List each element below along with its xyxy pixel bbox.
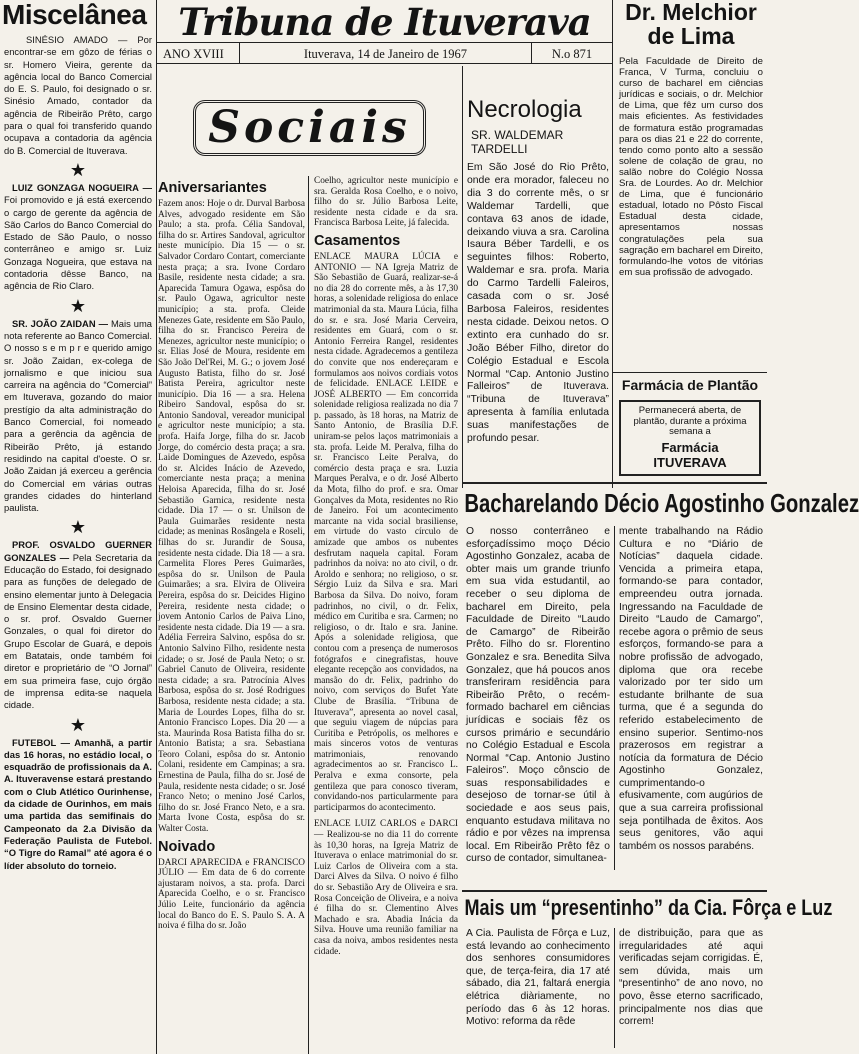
misc-item-3 bbox=[0, 318, 156, 515]
sociais-col-1 bbox=[150, 176, 310, 1054]
sociais-header bbox=[157, 66, 462, 172]
melchior-title-line2: de Lima bbox=[647, 23, 735, 49]
misc-item-5-text: Amanhã, a partir das 16 horas, no estádio local, o esquadrão de profissionais da A. A. Ituveravense estará prestando com o Club Atlético Ourinhense, da cidade de Ourinhos, em mais uma partida das semifinais do Campeonato da 2.a Divisão da Federação Paulista de Futebol. “O Tigre do Ramal” até agora é o líder absoluto do torneio. bbox=[4, 736, 153, 871]
misc-item-4-head: PROF. OSVALDO GUERNER GONZALES — bbox=[4, 539, 152, 563]
misc-item-2-text: Foi promovido e já está exercendo o cargo de gerente da agência de São Carlos do Banco Comercial do Estado de São Paulo, o nosso conterrâneo e amigo sr. Luiz Gonzaga Nogueira, que estava na contadoria dêsse Banco, na agência de Rio Claro. bbox=[4, 194, 152, 292]
aniversariantes-heading: Aniversariantes bbox=[158, 180, 267, 196]
misc-item-5 bbox=[0, 737, 156, 872]
melchior-text: Pela Faculdade de Direito de Franca, V Turma, concluiu o curso de bacharel em ciências jurídicas e sociais, o dr. Melchior de Lima, que fêz um curso dos mais eficientes. As festividades de formatura estão programadas para os dias 21 e 22 do corrente, tendo como ponto alto a sessão solene de colação de grau, no salão nobre do Colégio Nossa Sra. de Lourdes. Ao dr. Melchior de Lima, que é funcionário estadual, lotado no Pôsto Fiscal Estadual desta cidade, apresentamos nossas congratulações pela sua sagração em bacharel em Direito, formulando-lhe votos de vitórias em sua profissão de advogado. bbox=[619, 56, 763, 278]
misc-item-3-head: SR. JOÃO ZAIDAN — bbox=[12, 317, 108, 329]
aniversariantes-text: Fazem anos: Hoje o dr. Durval Barbosa Alves, advogado residente em São Paulo; a sta. profa. Célia Sandoval, filha do sr. Artires Sandoval, agricultor neste município. Dia 15 — o sr. Salvador Cordaro Contart, comerciante nesta praça; a sra. Ivone Cordaro Basile, residente nesta cidade; a sra. Aparecida Tamura Ogawa, espôsa do sr. Paulo Ogawa, agricultor neste município; a sta. profa. Cleide Menezes Gate, residente em São Paulo, filha do sr. Francisco Pereira de Menezes, agricultor neste município; o sr. Elias José de Moura, residente em São João Del'Rei, M. G.; o jovem José Augusto Batista, filho do sr. José Batista Pereira, agricultor neste município. Dia 16 — a sra. Helena Ribeiro Sandoval, espôsa do sr. Antonio Sandoval, vereador municipal e agricultor neste município; a sta. profa. Haifa Jorge, filha do sr. Jacob Jorge, do comércio desta praça; a sra. Laide Domingues de Azevedo, espôsa do sr. Alcides Inácio de Azevedo, comerciante nesta praça; a menina Heloisa Aparecida, filha do sr. José Sebastião Garnica, residente nesta cidade. Dia 17 — o sr. Unilson de Paula Guimarães residente nesta cidade; as meninas Rosângela e Roseli, filhas do sr. Jurandir de Sousa, residente nesta cidade. Dia 18 — a sra. Carmelita Flores Peres Guimarães, espôsa do sr. Unilson de Paula Guimarães; a sra. Elvira de Oliveira Pereira, espôsa do sr. Deicides Higino Pereira, residente nesta cidade; o jovem Antonio Carlos de Paiva Lino, residente nesta cidade. Dia 19 — a sra. Adélia Ferreira Salvino, espôsa do sr. Antonio Salvino Filho, residente nesta cidade; o sr. José de Paula Neto; o sr. Gabriel Canuto de Oliveira, residente nesta cidade; a sra. Patrocínia Alves Barbosa, espôsa do sr. José Rodrigues Barbosa, residente nesta cidade; a sta. Maria de Lourdes Lopes, filha do sr. Antonio Francisco Lopes. Dia 20 — a sta. Maurinda Rosa Batista filha do sr. Antonio Batista; a sra. Sebastiana Teoro Colani, espôsa do sr. Antonio Colani, residente em Campinas; a sra. Ernestina de Paula, filha do sr. José de Paula, residente nesta cidade; o sr. José Franco Neto; o menino José Carlos, filho do sr. José Franco Neto, e a sra. Marta Ivone Costa, espôsa do sr. Walter Costa. bbox=[158, 199, 305, 835]
necrologia-text: Em São José do Rio Prêto, onde era morador, faleceu no dia 3 do corrente mês, o sr Waldemar Tardelli, que contava 63 anos de idade, deixando viuva a sra. Carolina Isaura Béber Tardelli, e os seguintes filhos: Roberto, Waldemar e sra. profa. Maria do Carmo Tardelli Faleiros, casada com o sr. José Barbosa Faleiros, residentes nesta cidade. Deixou netos. O extinto era cunhado do sr. João Béber Filho, diretor do Colégio Estadual e Escola Normal “Cap. Antonio Justino Falleiros” de Ituverava. “Tribuna de Ituverava” apresenta à família enlutada suas manifestações de profundo pesar. bbox=[467, 162, 609, 445]
sociais-col-2 bbox=[309, 176, 462, 1054]
star-icon: ★ bbox=[69, 517, 87, 538]
necrologia-subtitle: SR. WALDEMAR TARDELLI bbox=[471, 128, 564, 156]
divider bbox=[462, 482, 767, 484]
forca-luz-text-col-1: A Cia. Paulista de Fôrça e Luz, está levando ao conhecimento dos senhores consumidores que, de terça-feira, dia 17 até sábado, dia 21, faltará energia elétrica diàriamente, no período das 6 às 12 horas. Motivo: reforma da rêde bbox=[466, 928, 610, 1028]
melchior-title bbox=[619, 0, 763, 48]
farmacia-box bbox=[619, 400, 761, 476]
star-icon: ★ bbox=[69, 159, 87, 180]
misc-item-1 bbox=[0, 34, 156, 157]
casamentos-text: ENLACE MAURA LÚCIA e ANTONIO — NA Igreja Matriz de São Sebastião de Guará, realizar-se-á no dia 28 do corrente mês, a às 17,30 horas, a solenidade religiosa do enlace matrimonial da sta. Maura Lúcia, filha do sr. e sra. José Maria Cerveira, residentes em Guará, com o sr. Antonio Ferreira Rangel, residentes nesta cidade. Agradecemos a gentileza do convite que nos endereçaram e formulamos aos noivos cordiais votos de felicidade. ENLACE LEIDE e JOSÉ ALBERTO — Em concorrida solenidade religiosa realizada no dia 7 p. passado, às 18 horas, na Matriz de Santo Antonio, de Brasília D.F. uniram-se pelos laços matrimoniais a sta. profa. Leide M. Peralva, filha do sr. Francisco Leite Peralva, do comércio desta praça e sra. Luzia Marques Peralva, e o dr. José Alberto da Mota, filho do prof. e sra. Omar Gonçalves da Mota, residentes no Rio de Janeiro. Foi um acontecimento marcante na vida social brasiliense, em virtude do vasto círculo de amizade que ambos os nubentes desfrutam naquela capital. Foram padrinhos da noiva: no ato civil, o dr. Aroldo e senhora; no religioso, o sr. Sérgio Luiz da Silva e sra. Mari Barbosa da Silva. Do noivo, foram padrinhos, no civil, o dr. Felix, médico em Curitiba e sra. Carmen; no religioso, o dr. Italo e sra. Janine. Após a solenidade religiosa, que contou com a presença de numerosos fotógrafos e cinegrafistas, houve elegante recepção aos convidados, na mansão do dr. Felix, padrinho do noivo, com serviços do Bufet Yate Clube de Brasília. “Tribuna de Ituverava”, apresenta ao novel casal, que seguiu viagem de núpcias para Curitiba e Petrópolis, os melhores e mais sinceros votos de venturas matrimoniais, renovando agradecimentos ao sr. Francisco L. Peralva e exma consorte, pela gentileza que para conosco tiveram, convidando-nos particularmente para participarmos do acontecimento. bbox=[314, 251, 458, 813]
decio-section bbox=[462, 486, 859, 886]
misc-item-3-text: Mais uma nota referente ao Banco Comercial. O nosso s e m p r e querido amigo sr. João Zaidan, ex-colega de jornalismo e que iniciou sua carreira na agência do “Comercial” em Ituverava, gozando do maior prestígio da alta administração do Banco Comercial, foi nomeado para a gerência da agência de Ribeirão Prêto, já estando residindo na capital d'oeste. O sr. João Zaidan já exerceu a gerência do Comercial em várias outras grandes cidades do hinterland paulista. bbox=[4, 317, 152, 514]
edition-date: Ituverava, 14 de Janeiro de 1967 bbox=[240, 43, 532, 63]
misc-item-2-head: LUIZ GONZAGA NOGUEIRA — bbox=[12, 181, 152, 193]
edition-bar bbox=[157, 42, 612, 64]
casamentos-heading: Casamentos bbox=[314, 232, 401, 249]
noivado-heading: Noivado bbox=[158, 838, 216, 855]
farmacia-box-line: Permanecerá aberta, de plantão, durante a próxima semana a bbox=[633, 405, 747, 437]
edition-year: ANO XVIII bbox=[157, 43, 240, 63]
decio-text-col-2: mente trabalhando na Rádio Cultura e no “Diário de Notícias” daquela cidade. Vencida a primeira etapa, formando-se para contador, empreendeu outra jornada. Ingressando na Faculdade de Direito “Laudo de Camargo”, recebe agora o prêmio de seus esforços, formando-se para a nobre profissão de advogado, diploma que ora recebe valorizado por ter sido um estudante brilhante de sua turma, que é a segunda do referido estabelecimento de ensino superior. Sentimo-nos prazerosos em registrar a notícia da formatura de Décio Agostinho Gonzalez, cumprimentando-o efusivamente, com augúrios de que a sua carreira profissional seja pontilhada de êxitos. Aos seus genitores, vão aqui também os nossos parabéns. bbox=[619, 526, 763, 852]
misc-item-1-head: SINÉSIO AMADO — bbox=[26, 34, 128, 45]
farmacia-title: Farmácia de Plantão bbox=[621, 377, 759, 393]
necrologia-section bbox=[463, 96, 613, 480]
farmacia-section bbox=[613, 376, 767, 478]
miscelanea-column bbox=[0, 0, 156, 1054]
farmacia-box-name1: Farmácia bbox=[661, 439, 719, 455]
forca-luz-title: Mais um “presentinho” da Cia. Fôrça e Luz bbox=[464, 895, 833, 920]
forca-luz-section bbox=[462, 894, 833, 1054]
miscelanea-title: Miscelânea bbox=[2, 0, 147, 30]
misc-item-1-text: Por encontrar-se em gôzo de férias o sr. Homero Vieira, gerente da agência local do Banco Comercial do E. S. Paulo, foi designado o sr. Sinésio Amado, contador da agência de Ribeirão Prêto, cargo para o qual foi transferido quando ocupava a contadoria da agência do B. Comercial de Ituverava. bbox=[4, 34, 152, 156]
noivado-continued: Coelho, agricultor neste município e sra. Geralda Rosa Coelho, e o noivo, filho do sr. Júlio Barbosa Leite, residente nesta cidade e da sra. Francisca Barbosa Leite, já falecida. bbox=[314, 176, 458, 229]
decio-text-col-1: O nosso conterrâneo e esforçadíssimo moço Décio Agostinho Gonzalez, acaba de obter mais um grande triunfo em sua vida estudantil, ao receber o seu diploma de bacharel em Direito, pela Faculdade de Direito “Laudo de Camargo” de Ribeirão Prêto. Filho do sr. Florentino Gonzalez e sra. Benedita Silva Gonzalez, que há poucos anos transferiram residência para Ribeirão Prêto, o recém-formado bacharel em ciências jurídicas e sociais fêz os cursos primário e secundário no Colégio Estadual e Escola Normal “Cap. Antonio Justino Faleiros”. Moço cônscio de suas responsabilidades e desejoso de tornar-se útil à sociedade e aos seus pais, enquanto estudava militava no rádio e por vêzes na imprensa local. Em Ribeirão Prêto fêz o curso de contador, simultanea- bbox=[466, 526, 610, 865]
decio-title: Bacharelando Décio Agostinho Gonzalez bbox=[464, 488, 859, 518]
casamentos-text-2: ENLACE LUIZ CARLOS e DARCI — Realizou-se no dia 11 do corrente às 10,30 horas, na Igreja Matriz de Ituverava o enlace matrimonial do sr. Luiz Carlos de Oliveira com a sta. Darci Alves da Silva. O noivo é filho do sr. Sebastião Ary de Oliveira e sra. Rosa Conceição de Oliveira, e a noiva é filha do sr. Clementino Alves Machado e sra. Abadia Inácia da Silva. Houve uma reunião familiar na casa da noiva, ambos residentes nesta cidade. bbox=[314, 819, 458, 957]
sociais-title: Sociais bbox=[193, 100, 426, 156]
divider bbox=[462, 890, 767, 892]
noivado-text: DARCI APARECIDA e FRANCISCO JÚLIO — Em data de 6 do corrente ajustaram noivos, a sta. profa. Darci Aparecida Coelho, e o sr. Francisco Júlio Leite, funcionário da agência local do Banco do E. S. Paulo S. A. A noiva é filha do sr. João bbox=[158, 857, 305, 932]
melchior-title-line1: Dr. Melchior bbox=[625, 0, 757, 25]
star-icon: ★ bbox=[69, 295, 87, 316]
farmacia-box-name2: ITUVERAVA bbox=[653, 454, 727, 470]
divider bbox=[613, 372, 767, 373]
misc-item-4 bbox=[0, 539, 156, 711]
misc-item-5-head: FUTEBOL — bbox=[12, 736, 70, 748]
masthead bbox=[157, 0, 612, 44]
edition-number: N.o 871 bbox=[551, 47, 593, 61]
melchior-section bbox=[613, 0, 767, 372]
forca-luz-text-col-2: de distribuição, para que as irregularidades até aqui verificadas sejam corrigidas. É, sem dúvida, mais um “presentinho” de ano novo, no povo, êsse eterno sacrificado, principalmente nos dias que correm! bbox=[619, 928, 763, 1028]
misc-item-4-text: Pela Secretaria da Educação do Estado, foi designado para as funções de delegado de ensino elementar junto à Delegacia de Ensino Elementar desta cidade, o sr. prof. Osvaldo Guerner Gonzales, o qual foi diretor do Grupo Escolar de Guará, e depois em Batatais, onde também foi diretor e proprietário de “O Jornal” em sua primeira fase, cujo órgão de imprensa edita-se naquela cidade. bbox=[4, 551, 152, 711]
star-icon: ★ bbox=[69, 714, 87, 735]
necrologia-title: Necrologia bbox=[467, 96, 582, 123]
masthead-title: Tribuna de Ituverava bbox=[178, 0, 591, 44]
misc-item-2 bbox=[0, 182, 156, 293]
